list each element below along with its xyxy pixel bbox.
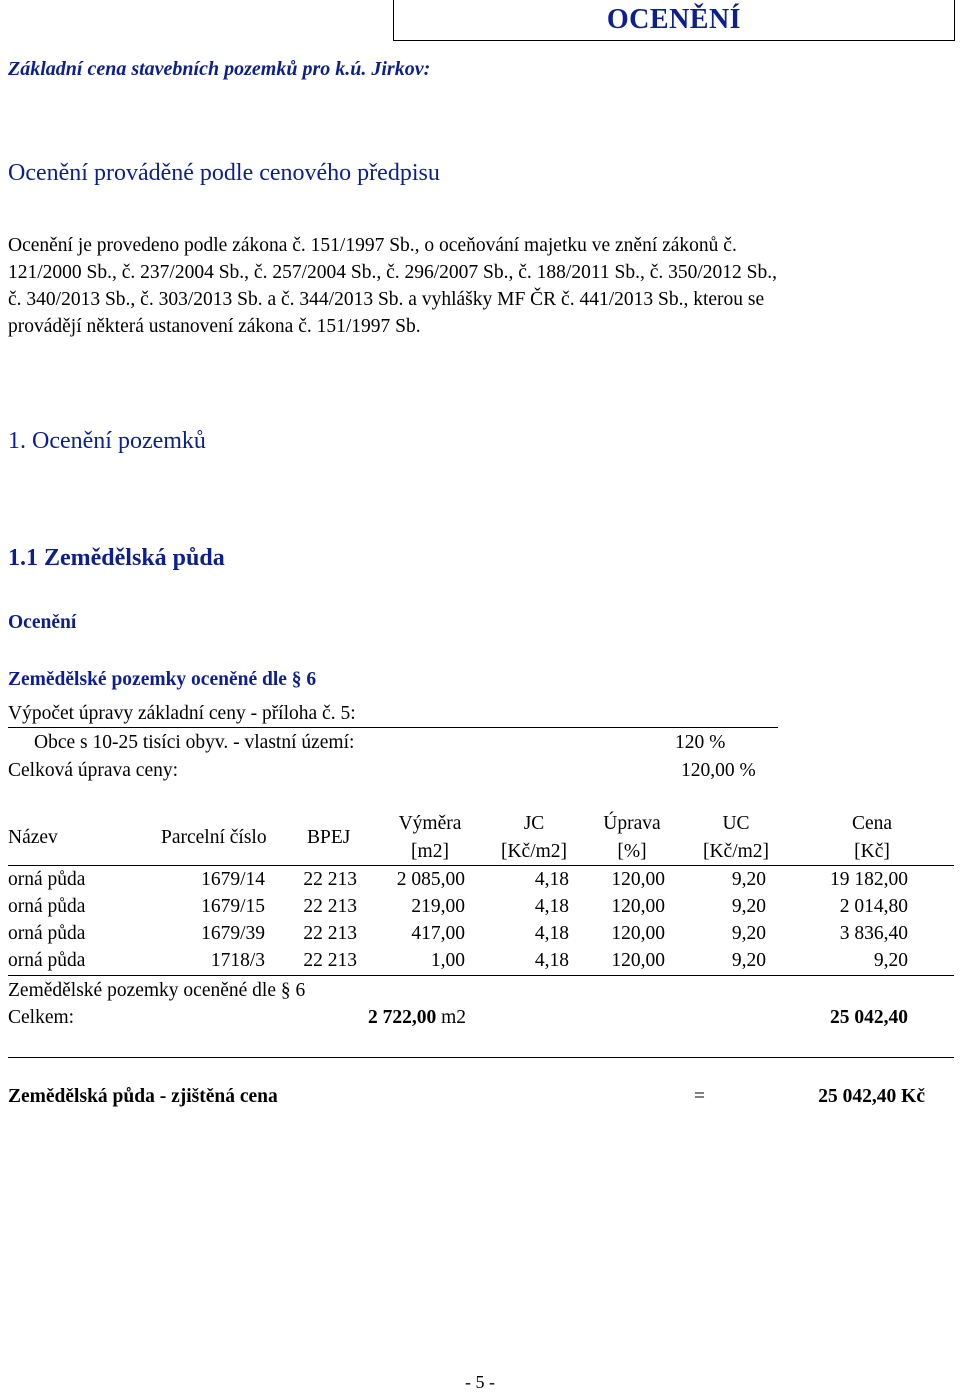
total-area: 2 722,00 xyxy=(368,1007,437,1028)
cell-bpej: 22 213 xyxy=(303,950,357,971)
adjustment-divider xyxy=(8,727,778,728)
cell-uc: 9,20 xyxy=(731,869,766,890)
total-price: 25 042,40 xyxy=(830,1007,908,1028)
adjustment-total-value: 120,00 % xyxy=(681,760,756,781)
result-value: 25 042,40 Kč xyxy=(818,1086,925,1107)
title-box xyxy=(393,0,955,41)
cell-uprava: 120,00 xyxy=(611,950,665,971)
section-method-heading: Ocenění prováděné podle cenového předpisu xyxy=(8,160,440,186)
col-header-vymera-unit: [m2] xyxy=(411,841,449,862)
cell-uprava: 120,00 xyxy=(611,869,665,890)
table-header-divider xyxy=(8,865,954,866)
col-header-vymera: Výměra xyxy=(398,813,462,834)
cell-vymera: 219,00 xyxy=(411,896,465,917)
group-heading: Zemědělské pozemky oceněné dle § 6 xyxy=(8,669,317,690)
page-number: - 5 - xyxy=(465,1372,495,1392)
subtitle: Základní cena stavebních pozemků pro k.ú. Jirkov: xyxy=(8,58,431,80)
cell-bpej: 22 213 xyxy=(303,923,357,944)
adjustment-item-label: Obce s 10-25 tisíci obyv. - vlastní území: xyxy=(34,732,355,753)
col-header-nazev: Název xyxy=(8,827,58,848)
cell-cena: 9,20 xyxy=(873,950,908,971)
cell-uc: 9,20 xyxy=(731,923,766,944)
total-area-group xyxy=(368,1007,466,1029)
result-label: Zemědělská půda - zjištěná cena xyxy=(8,1086,278,1107)
cell-parcelni: 1679/14 xyxy=(201,869,265,890)
col-header-parcelni: Parcelní číslo xyxy=(161,827,267,848)
cell-vymera: 2 085,00 xyxy=(396,869,465,890)
cell-vymera: 1,00 xyxy=(430,950,465,971)
cell-bpej: 22 213 xyxy=(303,869,357,890)
cell-parcelni: 1679/39 xyxy=(201,923,265,944)
paragraph-line: provádějí některá ustanovení zákona č. 151/1997 Sb. xyxy=(8,316,421,337)
paragraph-line: 121/2000 Sb., č. 237/2004 Sb., č. 257/2004 Sb., č. 296/2007 Sb., č. 188/2011 Sb., č. 350/2012 Sb., xyxy=(8,262,778,283)
cell-nazev: orná půda xyxy=(8,869,86,890)
col-header-uprava-unit: [%] xyxy=(617,841,647,862)
table-body-divider xyxy=(8,975,954,976)
cell-uc: 9,20 xyxy=(731,896,766,917)
cell-bpej: 22 213 xyxy=(303,896,357,917)
col-header-uc: UC xyxy=(722,813,750,834)
col-header-cena: Cena xyxy=(851,813,893,834)
method-paragraph xyxy=(8,232,954,340)
cell-parcelni: 1679/15 xyxy=(201,896,265,917)
col-header-uprava: Úprava xyxy=(603,813,661,834)
cell-jc: 4,18 xyxy=(534,869,569,890)
cell-uprava: 120,00 xyxy=(611,896,665,917)
col-header-cena-unit: [Kč] xyxy=(854,841,890,862)
col-header-jc: JC xyxy=(523,813,545,834)
cell-parcelni: 1718/3 xyxy=(210,950,265,971)
page-title: OCENĚNÍ xyxy=(606,4,742,35)
cell-vymera: 417,00 xyxy=(411,923,465,944)
result-equals: = xyxy=(694,1086,705,1107)
cell-uc: 9,20 xyxy=(731,950,766,971)
valuation-subheading: Ocenění xyxy=(8,612,77,633)
cell-jc: 4,18 xyxy=(534,896,569,917)
section-1-heading: 1. Ocenění pozemků xyxy=(8,428,206,454)
cell-nazev: orná půda xyxy=(8,923,86,944)
adjustment-label: Výpočet úpravy základní ceny - příloha č. 5: xyxy=(8,703,356,724)
total-area-unit: m2 xyxy=(441,1007,467,1028)
col-header-jc-unit: [Kč/m2] xyxy=(500,841,568,862)
table-footer-label: Zemědělské pozemky oceněné dle § 6 xyxy=(8,980,306,1001)
cell-cena: 2 014,80 xyxy=(839,896,908,917)
cell-jc: 4,18 xyxy=(534,923,569,944)
cell-uprava: 120,00 xyxy=(611,923,665,944)
col-header-uc-unit: [Kč/m2] xyxy=(702,841,770,862)
total-label: Celkem: xyxy=(8,1007,75,1028)
paragraph-line: Ocenění je provedeno podle zákona č. 151/1997 Sb., o oceňování majetku ve znění zákonů č. xyxy=(8,235,737,256)
cell-nazev: orná půda xyxy=(8,950,86,971)
cell-cena: 19 182,00 xyxy=(830,869,908,890)
paragraph-line: č. 340/2013 Sb., č. 303/2013 Sb. a č. 344/2013 Sb. a vyhlášky MF ČR č. 441/2013 Sb., kterou se xyxy=(8,289,765,310)
col-header-bpej: BPEJ xyxy=(307,827,351,848)
section-1-1-heading: 1.1 Zemědělská půda xyxy=(8,545,225,571)
adjustment-item-value: 120 % xyxy=(675,732,726,753)
cell-nazev: orná půda xyxy=(8,896,86,917)
adjustment-total-label: Celková úprava ceny: xyxy=(8,760,179,781)
result-divider xyxy=(8,1057,954,1058)
cell-jc: 4,18 xyxy=(534,950,569,971)
cell-cena: 3 836,40 xyxy=(839,923,908,944)
